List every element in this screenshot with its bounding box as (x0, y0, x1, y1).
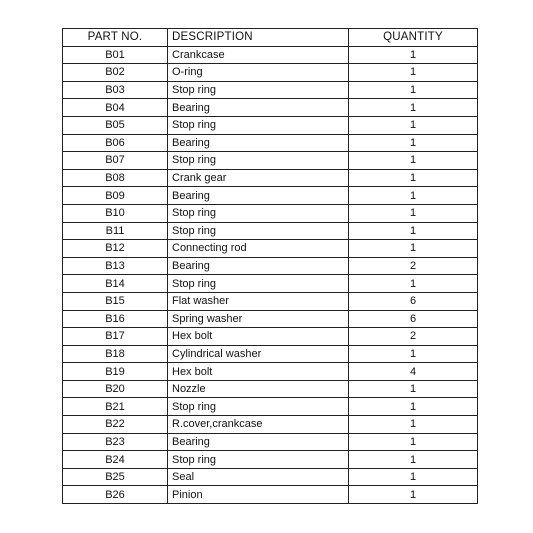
description-cell: Crankcase (168, 46, 349, 64)
table-row (63, 46, 478, 64)
part-no-cell: B22 (63, 416, 168, 434)
table-row (63, 468, 478, 486)
table-row (63, 64, 478, 82)
table-row (63, 222, 478, 240)
part-no-cell: B05 (63, 116, 168, 134)
quantity-cell: 1 (349, 486, 478, 504)
quantity-cell: 1 (349, 64, 478, 82)
part-no-cell: B08 (63, 169, 168, 187)
description-cell: Stop ring (168, 116, 349, 134)
description-cell: Hex bolt (168, 328, 349, 346)
quantity-cell: 1 (349, 99, 478, 117)
quantity-cell: 1 (349, 416, 478, 434)
description-cell: Stop ring (168, 152, 349, 170)
part-no-cell: B13 (63, 257, 168, 275)
header-quantity: QUANTITY (349, 29, 478, 47)
table-row (63, 345, 478, 363)
description-cell: Stop ring (168, 204, 349, 222)
description-cell: Bearing (168, 134, 349, 152)
table-row (63, 486, 478, 504)
part-no-cell: B07 (63, 152, 168, 170)
quantity-cell: 1 (349, 468, 478, 486)
description-cell: R.cover,crankcase (168, 416, 349, 434)
description-cell: Flat washer (168, 292, 349, 310)
table-row (63, 292, 478, 310)
part-no-cell: B14 (63, 275, 168, 293)
description-cell: O-ring (168, 64, 349, 82)
part-no-cell: B09 (63, 187, 168, 205)
table-row (63, 187, 478, 205)
quantity-cell: 1 (349, 345, 478, 363)
table-row (63, 204, 478, 222)
quantity-cell: 6 (349, 310, 478, 328)
part-no-cell: B24 (63, 451, 168, 469)
part-no-cell: B19 (63, 363, 168, 381)
quantity-cell: 1 (349, 46, 478, 64)
quantity-cell: 1 (349, 134, 478, 152)
description-cell: Spring washer (168, 310, 349, 328)
table-row (63, 363, 478, 381)
header-part-no: PART NO. (63, 29, 168, 47)
quantity-cell: 1 (349, 81, 478, 99)
quantity-cell: 2 (349, 257, 478, 275)
table-row (63, 328, 478, 346)
description-cell: Stop ring (168, 81, 349, 99)
quantity-cell: 1 (349, 398, 478, 416)
description-cell: Stop ring (168, 222, 349, 240)
quantity-cell: 1 (349, 275, 478, 293)
description-cell: Hex bolt (168, 363, 349, 381)
table-row (63, 169, 478, 187)
part-no-cell: B02 (63, 64, 168, 82)
quantity-cell: 1 (349, 451, 478, 469)
table-row (63, 152, 478, 170)
description-cell: Nozzle (168, 380, 349, 398)
header-description: DESCRIPTION (168, 29, 349, 47)
quantity-cell: 1 (349, 380, 478, 398)
table-header (63, 29, 478, 47)
part-no-cell: B12 (63, 240, 168, 258)
description-cell: Bearing (168, 433, 349, 451)
table-body (63, 46, 478, 503)
description-cell: Bearing (168, 257, 349, 275)
table-row (63, 451, 478, 469)
table-row (63, 257, 478, 275)
part-no-cell: B21 (63, 398, 168, 416)
table-row (63, 380, 478, 398)
part-no-cell: B10 (63, 204, 168, 222)
description-cell: Bearing (168, 187, 349, 205)
part-no-cell: B11 (63, 222, 168, 240)
description-cell: Stop ring (168, 398, 349, 416)
part-no-cell: B15 (63, 292, 168, 310)
part-no-cell: B18 (63, 345, 168, 363)
quantity-cell: 6 (349, 292, 478, 310)
table-row (63, 310, 478, 328)
table-row (63, 99, 478, 117)
quantity-cell: 2 (349, 328, 478, 346)
part-no-cell: B26 (63, 486, 168, 504)
table-row (63, 398, 478, 416)
part-no-cell: B20 (63, 380, 168, 398)
header-row (63, 29, 478, 47)
quantity-cell: 1 (349, 433, 478, 451)
quantity-cell: 1 (349, 152, 478, 170)
part-no-cell: B03 (63, 81, 168, 99)
description-cell: Bearing (168, 99, 349, 117)
table-row (63, 416, 478, 434)
description-cell: Pinion (168, 486, 349, 504)
table-row (63, 275, 478, 293)
quantity-cell: 1 (349, 240, 478, 258)
part-no-cell: B06 (63, 134, 168, 152)
description-cell: Seal (168, 468, 349, 486)
table-row (63, 240, 478, 258)
quantity-cell: 1 (349, 187, 478, 205)
description-cell: Cylindrical washer (168, 345, 349, 363)
part-no-cell: B17 (63, 328, 168, 346)
quantity-cell: 4 (349, 363, 478, 381)
quantity-cell: 1 (349, 222, 478, 240)
table-row (63, 81, 478, 99)
part-no-cell: B23 (63, 433, 168, 451)
part-no-cell: B04 (63, 99, 168, 117)
parts-list-table (62, 28, 478, 504)
part-no-cell: B16 (63, 310, 168, 328)
description-cell: Stop ring (168, 275, 349, 293)
description-cell: Connecting rod (168, 240, 349, 258)
quantity-cell: 1 (349, 169, 478, 187)
quantity-cell: 1 (349, 116, 478, 134)
quantity-cell: 1 (349, 204, 478, 222)
description-cell: Crank gear (168, 169, 349, 187)
table-row (63, 116, 478, 134)
part-no-cell: B01 (63, 46, 168, 64)
table-row (63, 433, 478, 451)
part-no-cell: B25 (63, 468, 168, 486)
table-row (63, 134, 478, 152)
description-cell: Stop ring (168, 451, 349, 469)
